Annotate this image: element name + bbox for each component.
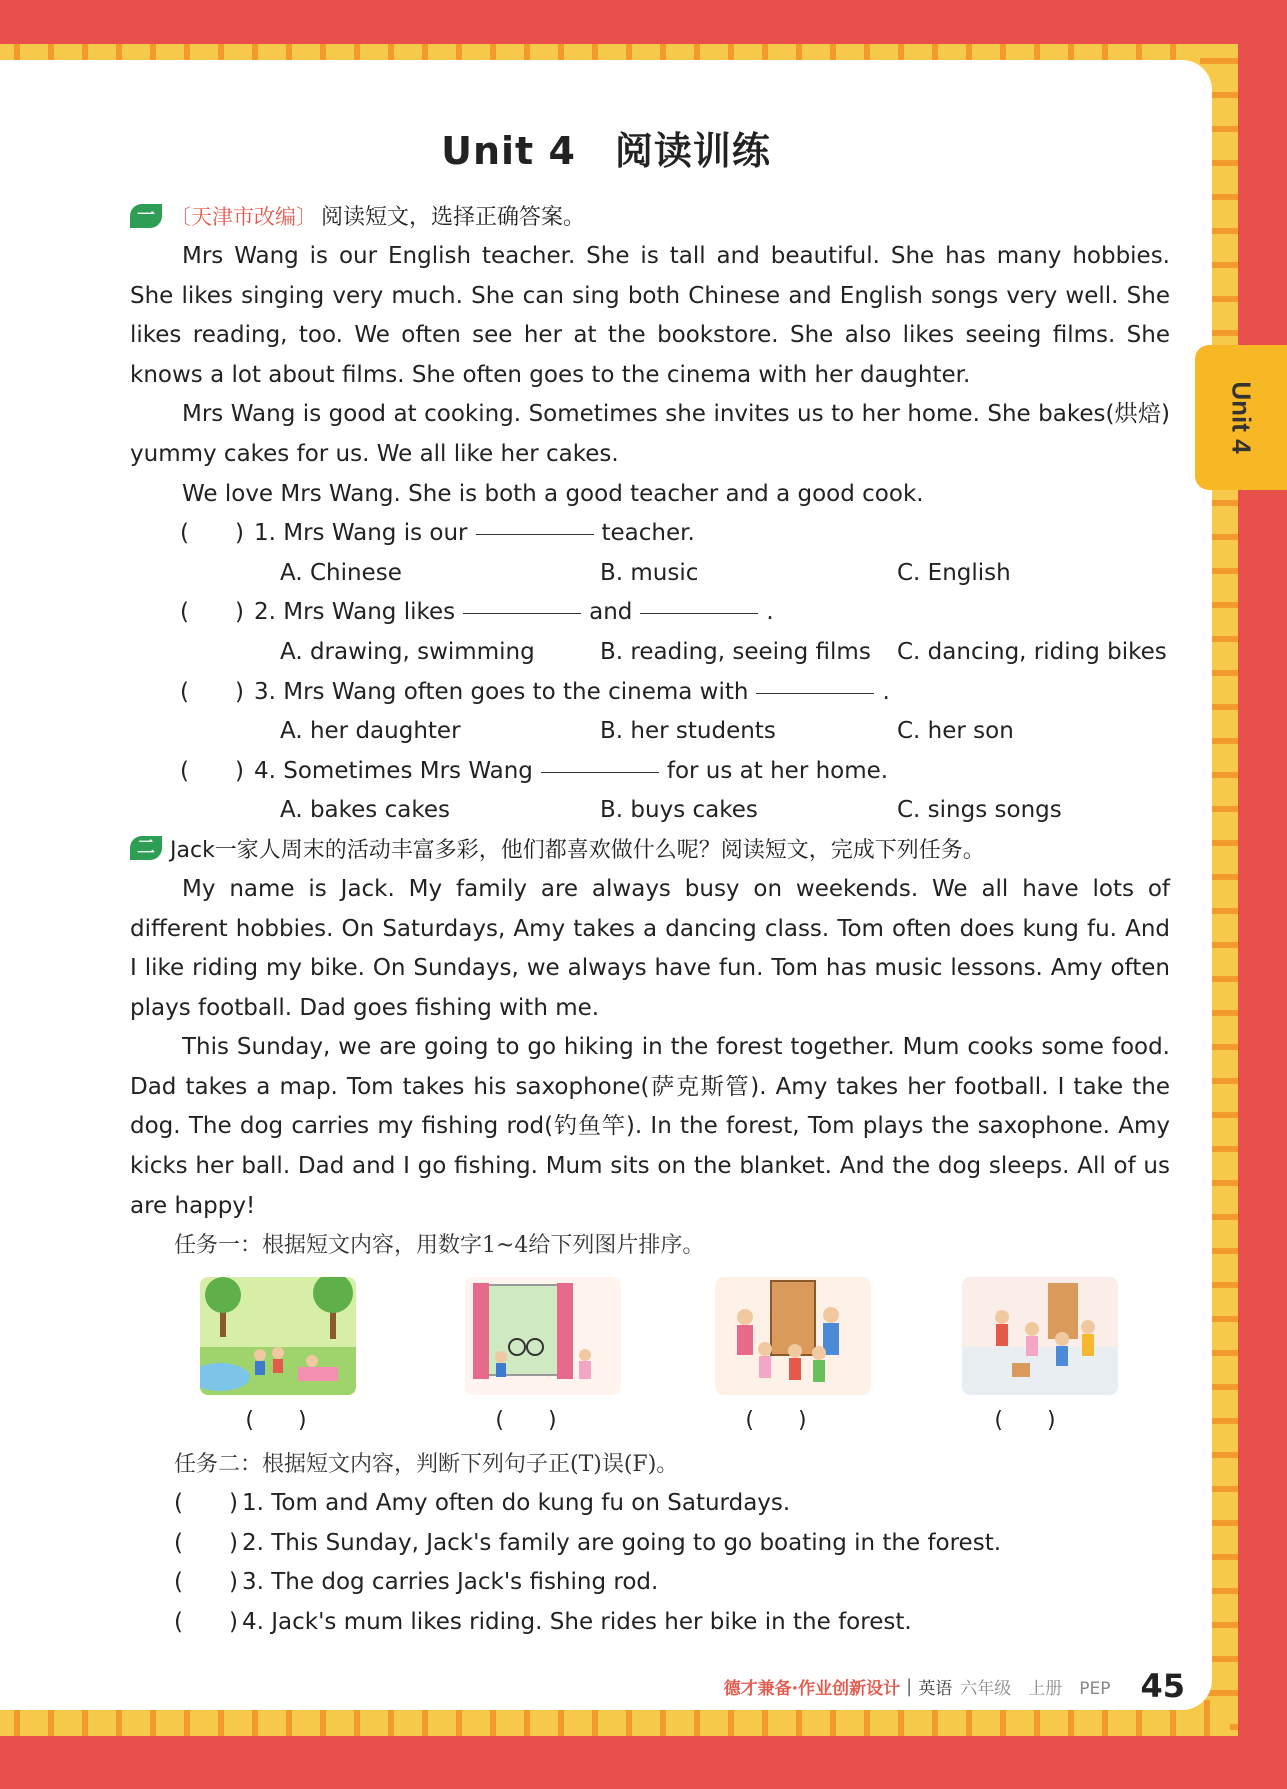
passage2-paragraph: This Sunday, we are going to go hiking in the forest together. Mum cooks some food. Dad takes a map. Tom takes his saxophone(萨克斯管). Amy takes her football. I take the dog. The dog carries my fishing rod(钓鱼竿). In the forest, Tom plays the saxophone. Amy kicks her ball. Dad and I go fishing. Mum sits on the blanket. And the dog sleeps. All of us are happy!	[130, 1034, 1170, 1219]
question-text-post: teacher.	[601, 520, 695, 547]
tf-statement: 3. The dog carries Jack's fishing rod.	[242, 1569, 659, 1596]
passage2-paragraph: My name is Jack. My family are always busy on weekends. We all have lots of different hobbies. On Saturdays, Amy takes a dancing class. Tom often does kung fu. And I like riding my bike. On Sundays, we always have fun. Tom has music lessons. Amy often plays football. Dad goes fishing with me.	[130, 875, 1170, 1021]
answer-paren[interactable]: ( )	[180, 520, 244, 547]
tf-statement: 2. This Sunday, Jack's family are going to go boating in the forest.	[242, 1529, 1002, 1556]
picture-family-door	[715, 1277, 871, 1395]
question-2-options	[140, 633, 1170, 673]
passage1-paragraph: We love Mrs Wang. She is both a good teacher and a good cook.	[182, 480, 924, 507]
section2-instruction: Jack一家人周末的活动丰富多彩，他们都喜欢做什么呢？阅读短文，完成下列任务。	[170, 837, 985, 863]
answer-blank[interactable]	[756, 673, 874, 694]
option-a: A. Chinese	[280, 559, 402, 586]
tf-answer-paren[interactable]: ( )	[174, 1569, 238, 1596]
unit-side-tab-label: Unit 4	[1226, 381, 1257, 454]
tf-answer-paren[interactable]: ( )	[174, 1609, 238, 1636]
picture-forest-fishing	[200, 1277, 356, 1395]
tf-answer-paren[interactable]: ( )	[174, 1529, 238, 1556]
option-a: A. bakes cakes	[280, 797, 450, 824]
section2-header	[130, 833, 1170, 864]
footer-grade: 六年级 上册 PEP	[960, 1678, 1111, 1699]
picture-indoor-activities	[962, 1277, 1118, 1395]
task2-instruction: 任务二：根据短文内容，判断下列句子正(T)误(F)。	[174, 1452, 679, 1478]
passage1-paragraph: Mrs Wang is our English teacher. She is tall and beautiful. She has many hobbies. She likes singing very much. She can sing both Chinese and English songs very well. She likes reading, too. We often see her at the bookstore. She also likes seeing films. She knows a lot about films. She often goes to the cinema with her daughter.	[130, 243, 1170, 388]
picture-order-paren[interactable]: ( )	[245, 1408, 307, 1434]
option-c: C. her son	[897, 718, 1014, 745]
question-4-options	[140, 791, 1170, 831]
tf-item	[130, 1563, 1170, 1603]
tf-statement: 1. Tom and Amy often do kung fu on Saturdays.	[242, 1490, 791, 1517]
tf-answer-paren[interactable]: ( )	[174, 1490, 238, 1517]
answer-blank[interactable]	[541, 752, 659, 773]
passage1-paragraph: Mrs Wang is good at cooking. Sometimes she invites us to her home. She bakes(烘焙) yummy cakes for us. We all like her cakes.	[130, 401, 1170, 467]
true-false-list	[130, 1484, 1170, 1642]
question-text-post: .	[882, 678, 890, 705]
question-text: 1. Mrs Wang is our	[254, 520, 468, 547]
answer-paren[interactable]: ( )	[180, 678, 244, 705]
option-c: C. sings songs	[897, 797, 1062, 824]
question-1	[140, 514, 1170, 554]
tf-item	[130, 1484, 1170, 1524]
question-1-options	[140, 554, 1170, 594]
page-number: 45	[1140, 1667, 1185, 1705]
answer-paren[interactable]: ( )	[180, 757, 244, 784]
question-text: 3. Mrs Wang often goes to the cinema with	[254, 678, 749, 705]
option-b: B. buys cakes	[600, 797, 758, 824]
question-text: 2. Mrs Wang likes	[254, 599, 456, 626]
worksheet-content	[130, 200, 1170, 1643]
question-text-post: .	[766, 599, 774, 626]
option-a: A. drawing, swimming	[280, 638, 535, 665]
question-3	[140, 673, 1170, 713]
section1-questions	[140, 514, 1170, 831]
question-2	[140, 593, 1170, 633]
footer-separator: |	[906, 1675, 913, 1697]
section2-badge: 二	[130, 836, 162, 860]
picture-order-paren[interactable]: ( )	[994, 1408, 1056, 1434]
footer-brand: 德才兼备·作业创新设计	[723, 1678, 901, 1699]
footer-subject: 英语	[918, 1678, 953, 1699]
section1-badge: 一	[130, 204, 162, 228]
tf-statement: 4. Jack's mum likes riding. She rides her bike in the forest.	[242, 1609, 912, 1636]
answer-blank[interactable]	[476, 514, 594, 535]
answer-blank[interactable]	[640, 593, 758, 614]
unit-side-tab	[1195, 345, 1287, 490]
task1-instruction: 任务一：根据短文内容，用数字1~4给下列图片排序。	[174, 1233, 705, 1259]
section1-instruction: 阅读短文，选择正确答案。	[321, 205, 586, 230]
question-text-mid: and	[589, 599, 633, 626]
page-footer	[0, 1666, 1185, 1706]
option-b: B. reading, seeing films	[600, 638, 871, 665]
picture-order-paren[interactable]: ( )	[745, 1408, 807, 1434]
section1-header	[130, 200, 1170, 231]
answer-blank[interactable]	[463, 593, 581, 614]
option-b: B. music	[600, 559, 699, 586]
option-b: B. her students	[600, 718, 776, 745]
tf-item	[130, 1603, 1170, 1643]
tf-item	[130, 1524, 1170, 1564]
picture-order-paren[interactable]: ( )	[495, 1408, 557, 1434]
picture-row	[130, 1265, 1170, 1445]
question-4	[140, 752, 1170, 792]
question-text-post: for us at her home.	[666, 757, 889, 784]
question-3-options	[140, 712, 1170, 752]
section1-source: 〔天津市改编〕	[170, 204, 317, 229]
option-c: C. dancing, riding bikes	[897, 638, 1167, 665]
option-a: A. her daughter	[280, 718, 461, 745]
page-title: Unit 4 阅读训练	[441, 129, 771, 173]
question-text: 4. Sometimes Mrs Wang	[254, 757, 533, 784]
answer-paren[interactable]: ( )	[180, 599, 244, 626]
picture-window-bike	[465, 1277, 621, 1395]
option-c: C. English	[897, 559, 1011, 586]
